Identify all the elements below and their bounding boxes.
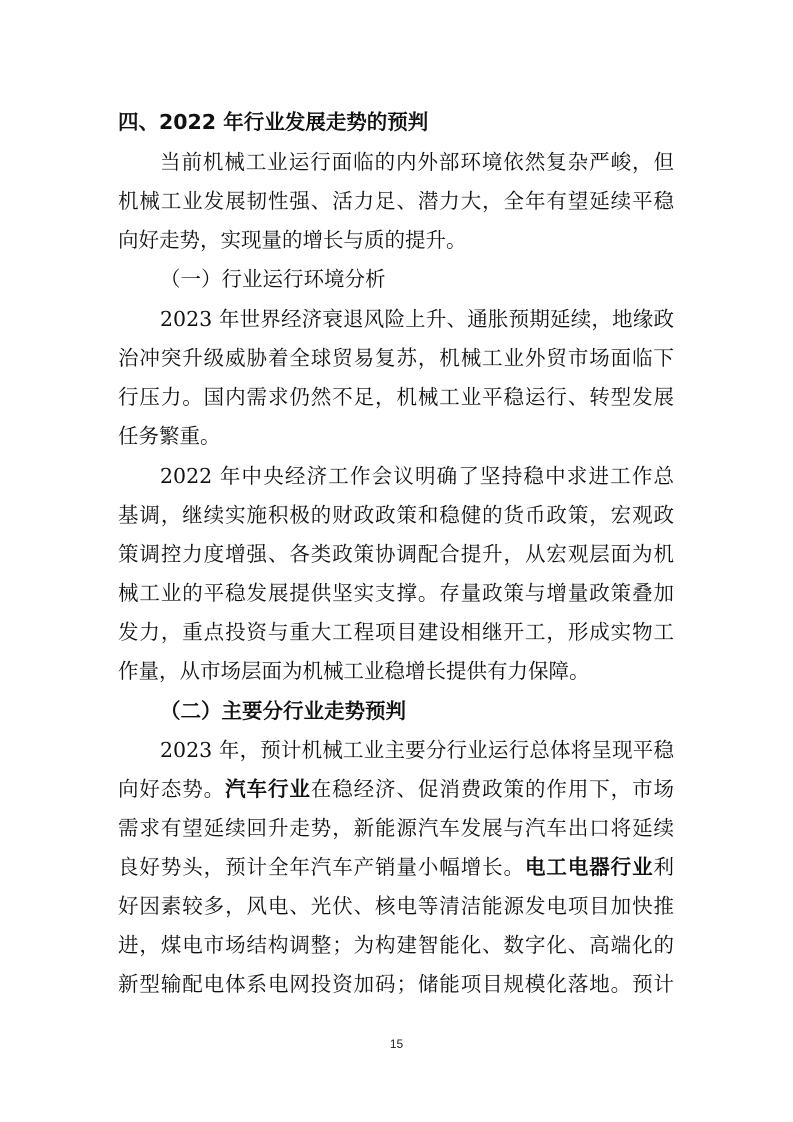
env-para-2-line-6: 作量，从市场层面为机械工业稳增长提供有力保障。 <box>118 659 590 683</box>
env-para-1-line-4: 任务繁重。 <box>118 424 221 448</box>
intro-line-2: 机械工业发展韧性强、活力足、潜力大，全年有望延续平稳 <box>118 189 674 213</box>
env-para-2-line-4: 械工业的平稳发展提供坚实支撑。存量政策与增量政策叠加 <box>118 581 674 605</box>
forecast-line-6: 进，煤电市场结构调整；为构建智能化、数字化、高端化的 <box>118 933 674 957</box>
intro-line-3: 向好走势，实现量的增长与质的提升。 <box>118 228 467 252</box>
section-heading: 四、2022 年行业发展走势的预判 <box>118 110 429 134</box>
forecast-line-1: 2023 年，预计机械工业主要分行业运行总体将呈现平稳 <box>160 738 674 762</box>
forecast-line-3: 需求有望延续回升走势，新能源汽车发展与汽车出口将延续 <box>118 816 674 840</box>
forecast-line-4 <box>118 853 674 881</box>
subheading-sector-forecast: （二）主要分行业走势预判 <box>160 699 406 723</box>
env-para-1-line-2: 治冲突升级威胁着全球贸易复苏，机械工业外贸市场面临下 <box>118 346 674 370</box>
subheading-environment-analysis: （一）行业运行环境分析 <box>160 267 386 291</box>
env-para-2-line-2: 基调，继续实施积极的财政政策和稳健的货币政策，宏观政 <box>118 503 674 527</box>
forecast-line-2 <box>118 775 674 803</box>
forecast-line-5: 好因素较多，风电、光伏、核电等清洁能源发电项目加快推 <box>118 894 674 918</box>
page-number: 15 <box>389 1037 404 1051</box>
intro-line-1: 当前机械工业运行面临的内外部环境依然复杂严峻，但 <box>160 150 674 174</box>
env-para-2-line-1: 2022 年中央经济工作会议明确了坚持稳中求进工作总 <box>160 464 674 488</box>
forecast-line-7: 新型输配电体系电网投资加码；储能项目规模化落地。预计 <box>118 972 674 996</box>
forecast-line-4-start: 良好势头，预计全年汽车产销量小幅增长。 <box>118 855 525 879</box>
env-para-2-line-5: 发力，重点投资与重大工程项目建设相继开工，形成实物工 <box>118 620 674 644</box>
electrical-industry-label: 电工电器行业 <box>524 855 654 879</box>
env-para-2-line-3: 策调控力度增强、各类政策协调配合提升，从宏观层面为机 <box>118 542 674 566</box>
env-para-1-line-1: 2023 年世界经济衰退风险上升、通胀预期延续，地缘政 <box>160 307 674 331</box>
forecast-line-4-end: 利 <box>653 855 675 879</box>
env-para-1-line-3: 行压力。国内需求仍然不足，机械工业平稳运行、转型发展 <box>118 385 674 409</box>
auto-industry-label: 汽车行业 <box>225 777 311 801</box>
forecast-line-2-start: 向好态势。 <box>118 777 226 801</box>
forecast-line-2-end: 在稳经济、促消费政策的作用下，市场 <box>310 777 675 801</box>
